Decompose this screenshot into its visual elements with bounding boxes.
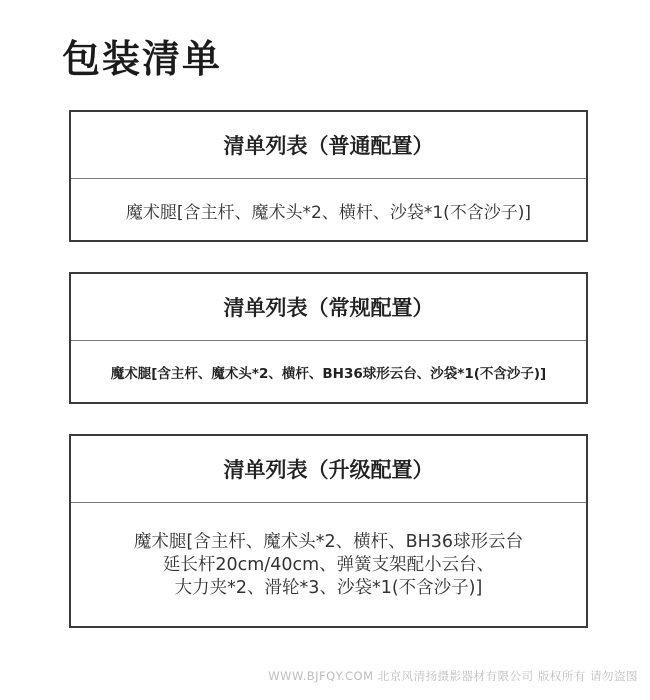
page-title: 包装清单 bbox=[62, 37, 223, 81]
list-item: 魔术腿[含主杆、魔术头*2、横杆、BH36球形云台 bbox=[133, 531, 524, 552]
list-header-standard: 清单列表（常规配置） bbox=[71, 274, 586, 341]
list-item: 延长杆20cm/40cm、弹簧支架配小云台、 bbox=[162, 554, 495, 575]
list-header-upgraded: 清单列表（升级配置） bbox=[71, 436, 586, 503]
list-header-basic: 清单列表（普通配置） bbox=[71, 112, 586, 179]
list-item: 魔术腿[含主杆、魔术头*2、横杆、BH36球形云台、沙袋*1(不含沙子)] bbox=[110, 366, 547, 382]
list-body-upgraded bbox=[71, 503, 586, 627]
package-list-upgraded bbox=[69, 434, 588, 628]
copyright-watermark: WWW.BJFQY.COM 北京风清扬摄影器材有限公司 版权所有 请勿盗图 bbox=[268, 669, 638, 683]
list-item: 魔术腿[含主杆、魔术头*2、横杆、沙袋*1(不含沙子)] bbox=[125, 202, 532, 223]
list-body-basic bbox=[71, 179, 586, 241]
package-list-standard bbox=[69, 272, 588, 404]
package-list-basic bbox=[69, 110, 588, 242]
list-body-standard bbox=[71, 341, 586, 403]
list-item: 大力夹*2、滑轮*3、沙袋*1(不含沙子)] bbox=[174, 577, 483, 598]
